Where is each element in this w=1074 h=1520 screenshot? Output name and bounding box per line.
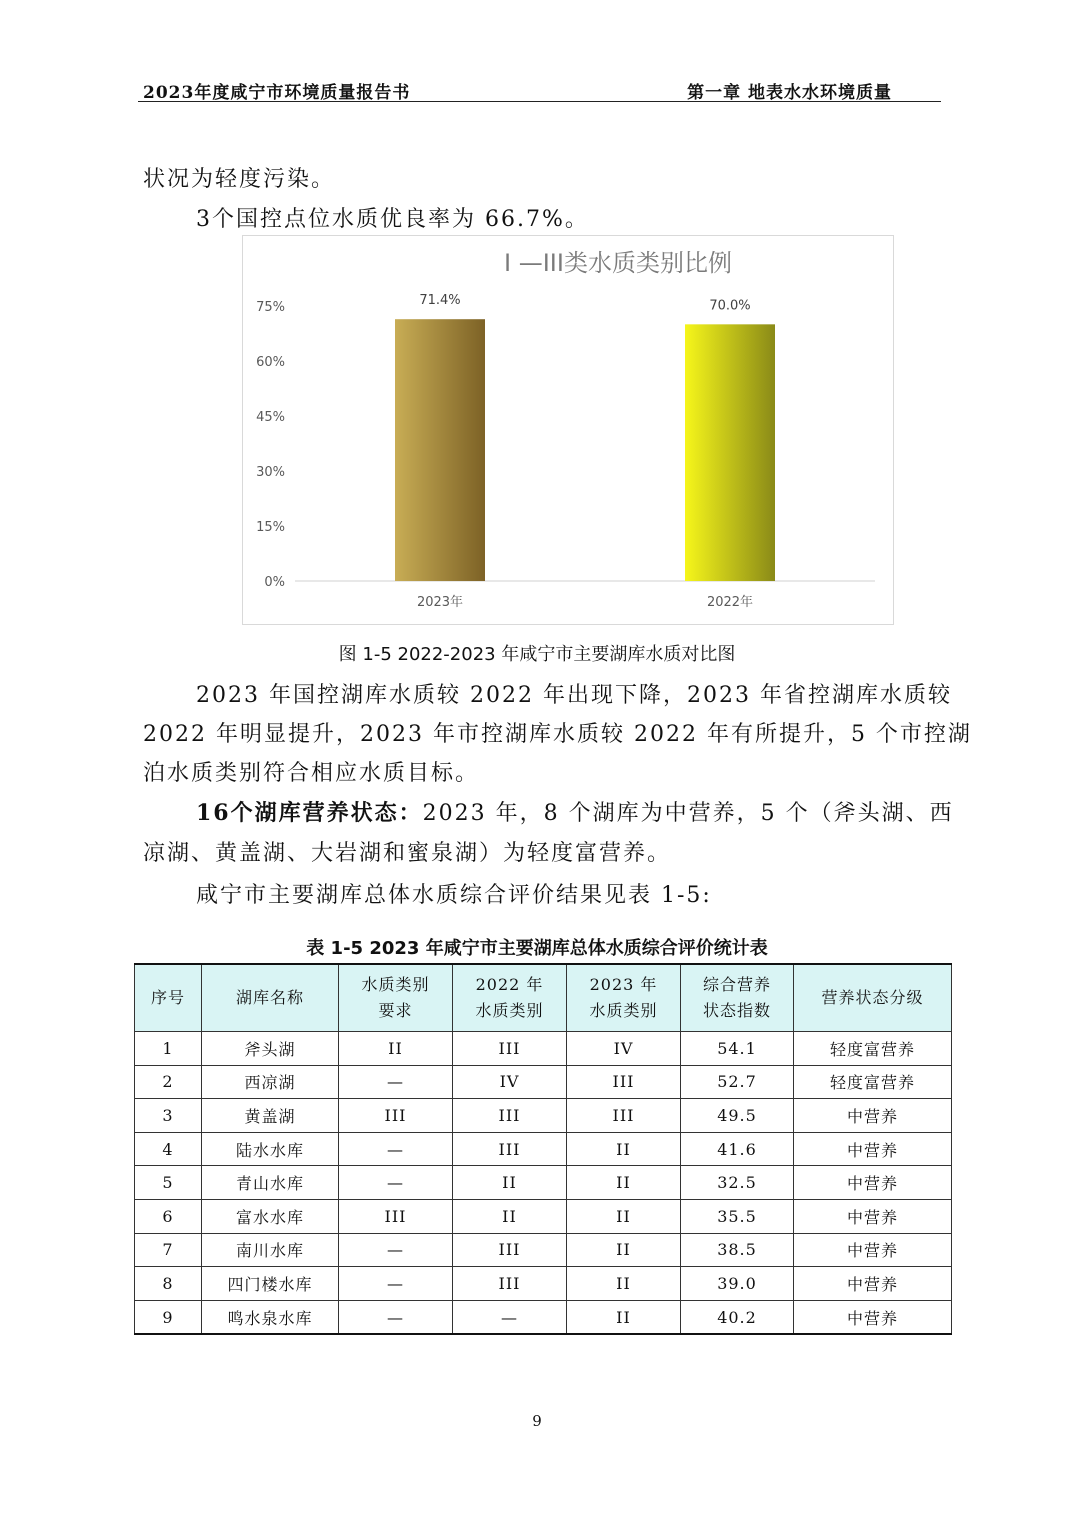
table-cell: 8 [135, 1267, 202, 1301]
table-cell: 中营养 [794, 1267, 952, 1301]
table-cell: 49.5 [681, 1099, 794, 1133]
table-cell: 5 [135, 1166, 202, 1200]
table-cell: — [339, 1300, 453, 1334]
chart-svg [243, 236, 893, 624]
table-cell: III [339, 1099, 453, 1133]
table-cell: II [567, 1267, 681, 1301]
page-number: 9 [532, 1412, 542, 1430]
table-cell: 青山水库 [202, 1166, 339, 1200]
table-header-row [135, 964, 952, 1032]
header-text: 2022 年 [475, 975, 544, 994]
table-cell: 西凉湖 [202, 1065, 339, 1099]
table-cell: 陆水水库 [202, 1132, 339, 1166]
para3: 咸宁市主要湖库总体水质综合评价结果见表 1-5: [196, 883, 712, 908]
y-tick-label: 15% [256, 520, 285, 535]
data-label: 71.4% [419, 293, 461, 309]
table-cell: 中营养 [794, 1132, 952, 1166]
table-row [135, 1132, 952, 1166]
table-header-cell [339, 964, 453, 1032]
table-cell: — [453, 1300, 567, 1334]
header-text: 水质类别 [475, 1001, 544, 1020]
table-title: 表 1-5 2023 年咸宁市主要湖库总体水质综合评价统计表 [306, 938, 768, 959]
table-cell: II [339, 1032, 453, 1066]
para2-bold-lead: 16个湖库营养状态： [196, 800, 423, 826]
table-cell: II [567, 1233, 681, 1267]
table-row [135, 1199, 952, 1233]
header-text: 水质类别 [361, 975, 430, 994]
table-cell: II [567, 1199, 681, 1233]
header-title: 2023年度咸宁市环境质量报告书 [143, 83, 411, 103]
table-cell: III [453, 1267, 567, 1301]
table-cell: 40.2 [681, 1300, 794, 1334]
table-cell: III [453, 1032, 567, 1066]
table-cell: 中营养 [794, 1166, 952, 1200]
table-cell: 9 [135, 1300, 202, 1334]
table-cell: III [567, 1099, 681, 1133]
table-row [135, 1065, 952, 1099]
table-cell: 35.5 [681, 1199, 794, 1233]
table-cell: 32.5 [681, 1166, 794, 1200]
y-tick-label: 0% [264, 575, 285, 590]
table-row [135, 1099, 952, 1133]
y-tick-label: 60% [256, 355, 285, 370]
table-cell: — [339, 1132, 453, 1166]
table-cell: 54.1 [681, 1032, 794, 1066]
table-row [135, 1166, 952, 1200]
y-tick-label: 75% [256, 300, 285, 315]
header-text: 要求 [378, 1001, 413, 1020]
table-cell: 富水水库 [202, 1199, 339, 1233]
table-cell: — [339, 1166, 453, 1200]
header-text: 综合营养 [702, 975, 771, 994]
header-text: 序号 [150, 988, 185, 1007]
table-cell: 轻度富营养 [794, 1065, 952, 1099]
figure-caption: 图 1-5 2022-2023 年咸宁市主要湖库水质对比图 [338, 644, 736, 665]
table-header-cell [202, 964, 339, 1032]
table-header-cell [681, 964, 794, 1032]
table-cell: 南川水库 [202, 1233, 339, 1267]
table-cell: III [567, 1065, 681, 1099]
table-cell: — [339, 1233, 453, 1267]
table-header-cell [135, 964, 202, 1032]
header-text: 状态指数 [702, 1001, 771, 1020]
chart-title: I —III类水质类别比例 [504, 249, 732, 277]
table-cell: III [453, 1132, 567, 1166]
table-cell: II [567, 1132, 681, 1166]
para2-line1-rest: 2023 年，8 个湖库为中营养，5 个（斧头湖、西 [422, 801, 954, 826]
table-cell: 鸣水泉水库 [202, 1300, 339, 1334]
para2-line1 [196, 796, 954, 827]
header-text: 湖库名称 [235, 988, 304, 1007]
table-cell: II [567, 1300, 681, 1334]
table-cell: — [339, 1065, 453, 1099]
table-row [135, 1267, 952, 1301]
table-cell: 6 [135, 1199, 202, 1233]
x-tick-label: 2022年 [706, 595, 754, 610]
table-cell: III [453, 1099, 567, 1133]
para1-line2: 2022 年明显提升，2023 年市控湖库水质较 2022 年有所提升，5 个市控湖 [143, 722, 972, 747]
table-cell: II [567, 1166, 681, 1200]
table-cell: 轻度富营养 [794, 1032, 952, 1066]
table-header-cell [453, 964, 567, 1032]
header-chapter: 第一章 地表水水环境质量 [687, 83, 892, 103]
table-cell: 黄盖湖 [202, 1099, 339, 1133]
table-cell: 中营养 [794, 1099, 952, 1133]
body-line-2: 3个国控点位水质优良率为 66.7%。 [196, 207, 589, 232]
table-cell: 39.0 [681, 1267, 794, 1301]
table-cell: II [453, 1199, 567, 1233]
table-cell: 四门楼水库 [202, 1267, 339, 1301]
para1-line3: 泊水质类别符合相应水质目标。 [143, 761, 480, 786]
table-row [135, 1300, 952, 1334]
table-header-cell [794, 964, 952, 1032]
header-text: 水质类别 [589, 1001, 658, 1020]
header-rule [138, 101, 941, 102]
body-line-1: 状况为轻度污染。 [143, 167, 336, 192]
table-cell: 1 [135, 1032, 202, 1066]
table-cell: 7 [135, 1233, 202, 1267]
bar-chart [242, 235, 894, 625]
table-cell: 斧头湖 [202, 1032, 339, 1066]
header-text: 营养状态分级 [821, 988, 924, 1007]
table-cell: 2 [135, 1065, 202, 1099]
bar-2 [685, 324, 775, 581]
table-cell: 38.5 [681, 1233, 794, 1267]
y-tick-label: 30% [256, 465, 285, 480]
table-cell: 3 [135, 1099, 202, 1133]
table-cell: II [453, 1166, 567, 1200]
table-cell: — [339, 1267, 453, 1301]
y-tick-label: 45% [256, 410, 285, 425]
table-cell: 中营养 [794, 1300, 952, 1334]
table-body [135, 1032, 952, 1335]
table-cell: III [453, 1233, 567, 1267]
data-label: 70.0% [709, 298, 751, 314]
table-row [135, 1233, 952, 1267]
table-cell: 中营养 [794, 1233, 952, 1267]
para1-line1: 2023 年国控湖库水质较 2022 年出现下降，2023 年省控湖库水质较 [196, 683, 952, 708]
table-cell: III [339, 1199, 453, 1233]
table-cell: 41.6 [681, 1132, 794, 1166]
table-cell: 52.7 [681, 1065, 794, 1099]
x-tick-label: 2023年 [416, 595, 464, 610]
table-cell: 4 [135, 1132, 202, 1166]
table-cell: 中营养 [794, 1199, 952, 1233]
para2-line2: 凉湖、黄盖湖、大岩湖和蜜泉湖）为轻度富营养。 [143, 841, 672, 866]
table-cell: IV [567, 1032, 681, 1066]
table-row [135, 1032, 952, 1066]
bar-1 [395, 319, 485, 581]
table-header-cell [567, 964, 681, 1032]
header-text: 2023 年 [589, 975, 658, 994]
lake-quality-table [134, 963, 952, 1335]
table-cell: IV [453, 1065, 567, 1099]
